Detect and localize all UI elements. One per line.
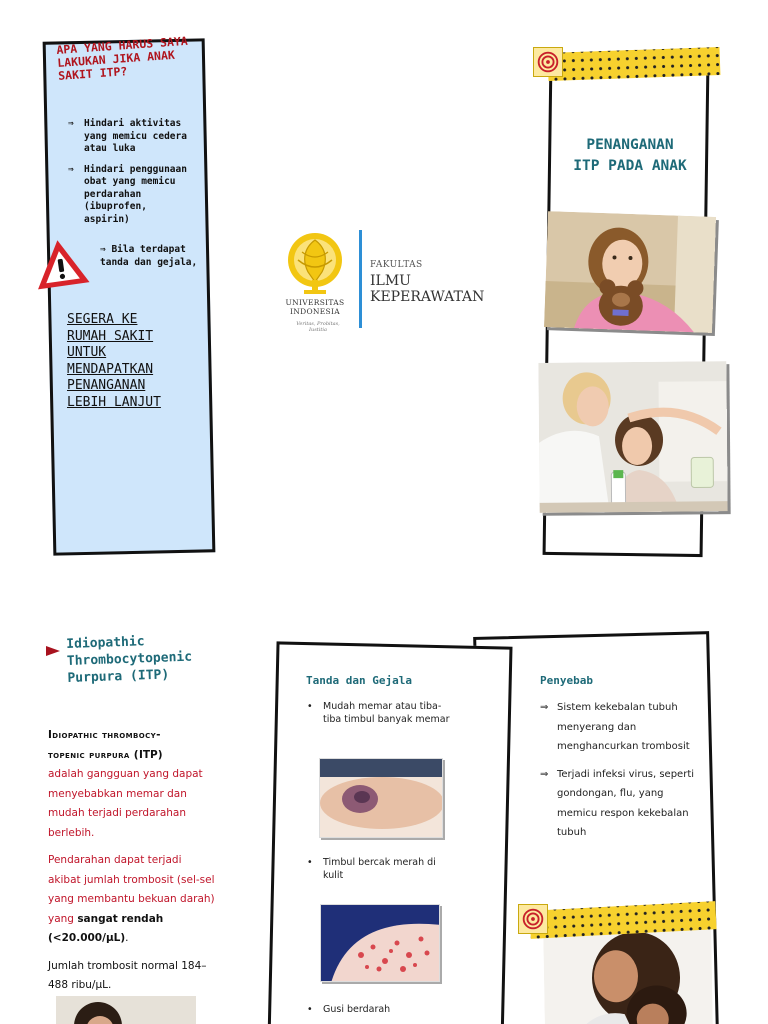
symptom-item	[307, 1003, 453, 1016]
urgent-line: RUMAH SAKIT	[67, 328, 154, 344]
advice-text: Hindari aktivitas yang memicu cedera atau luka	[84, 118, 187, 154]
question-title: APA YANG HARUS SAYA LAKUKAN JIKA ANAK SAKIT ITP?	[55, 33, 189, 83]
urgent-line: UNTUK	[67, 345, 107, 360]
symptom-text: Gusi berdarah	[323, 1004, 391, 1015]
itp-lead-text: topenic purpura (	[48, 748, 139, 761]
arrow-right-icon: ⇒	[68, 118, 74, 129]
cover-title	[552, 135, 708, 177]
bullet-dot-icon: •	[307, 701, 313, 712]
faculty-logo	[280, 226, 490, 336]
itp-abbrev: ITP	[138, 748, 158, 761]
urgent-line: MENDAPATKAN	[67, 361, 154, 377]
causes-list	[540, 698, 700, 851]
advice-item	[68, 118, 198, 156]
urgent-line: PENANGANAN	[67, 378, 146, 393]
mother-daughter-photo	[538, 361, 727, 513]
makara-emblem-icon	[284, 230, 346, 298]
itp-threshold: sangat rendah (<20.000/µL)	[48, 912, 164, 944]
urgent-line: SEGERA KE	[67, 312, 138, 327]
arrow-right-icon: ⇒	[68, 163, 74, 175]
itp-normal-count: Jumlah trombosit normal 184–488 ribu/µL.	[48, 959, 207, 991]
symptoms-title: Tanda dan Gejala	[306, 674, 412, 687]
spiral-target-icon	[533, 47, 563, 77]
petechiae-photo	[320, 904, 440, 982]
bruise-photo	[319, 758, 443, 838]
itp-lead-text: Idiopathic thrombocy-	[48, 729, 161, 741]
university-line: UNIVERSITAS	[285, 298, 345, 307]
university-line: INDONESIA	[290, 307, 340, 316]
cause-text: Sistem kekebalan tubuh menyerang dan menghancurkan trombosit	[557, 702, 690, 752]
advice-list	[68, 118, 198, 234]
arrow-right-icon: ⇒	[540, 768, 549, 780]
itp-punctuation: .	[125, 932, 129, 944]
symptom-item	[307, 856, 457, 882]
itp-lead-text: )	[157, 748, 163, 761]
arrow-right-icon: ⇒	[540, 702, 549, 713]
causes-title: Penyebab	[540, 674, 593, 687]
portrait-photo	[56, 996, 196, 1024]
warning-triangle-icon	[32, 236, 90, 292]
bullet-dot-icon: •	[307, 1004, 313, 1015]
cover-title-line: PENANGANAN	[586, 137, 674, 153]
sick-girl-photo	[544, 211, 716, 333]
urgent-line: LEBIH LANJUT	[67, 394, 161, 410]
itp-definition	[48, 726, 216, 1004]
cause-item	[540, 765, 700, 843]
itp-paragraph	[48, 726, 216, 843]
faculty-line: ILMU	[370, 273, 411, 289]
itp-bleeding-text: Pendarahan dapat terjadi akibat jumlah trombosit (sel-sel yang membantu bekuan darah) yang	[48, 854, 215, 925]
spiral-target-icon	[518, 904, 548, 934]
itp-paragraph	[48, 851, 216, 949]
symptom-text: Timbul bercak merah di kulit	[323, 857, 436, 881]
cover-title-line: ITP PADA ANAK	[573, 158, 687, 174]
warning-panel	[43, 38, 216, 555]
advice-text: Hindari penggunaan obat yang memicu perdarahan (ibuprofen, aspirin)	[84, 163, 187, 225]
university-motto: Veritas, Probitas, Iustitia	[296, 321, 340, 333]
advice-item	[68, 164, 198, 227]
cause-text: Terjadi infeksi virus, seperti gondongan, flu, yang memicu respon kekebalan tubuh	[557, 768, 695, 838]
urgent-message	[67, 312, 197, 411]
faculty-label: FAKULTAS	[370, 260, 423, 270]
faculty-line: KEPERAWATAN	[370, 289, 485, 305]
symptom-text: Mudah memar atau tiba-tiba timbul banyak memar	[323, 701, 450, 725]
warning-note: ⇒ Bila terdapat tanda dan gejala,	[100, 244, 198, 268]
cause-item	[540, 698, 700, 757]
triangle-bullet-icon	[46, 645, 60, 657]
faculty-name	[370, 273, 484, 305]
symptom-item	[307, 700, 453, 726]
itp-definition-text: adalah gangguan yang dapat menyebabkan memar dan mudah terjadi perdarahan berlebih.	[48, 768, 203, 839]
decorative-tape	[548, 47, 721, 81]
university-name	[282, 298, 348, 316]
logo-divider	[359, 230, 362, 328]
itp-heading: Idiopathic Thrombocytopenic Purpura (ITP)	[66, 634, 193, 686]
bullet-dot-icon: •	[307, 857, 313, 868]
